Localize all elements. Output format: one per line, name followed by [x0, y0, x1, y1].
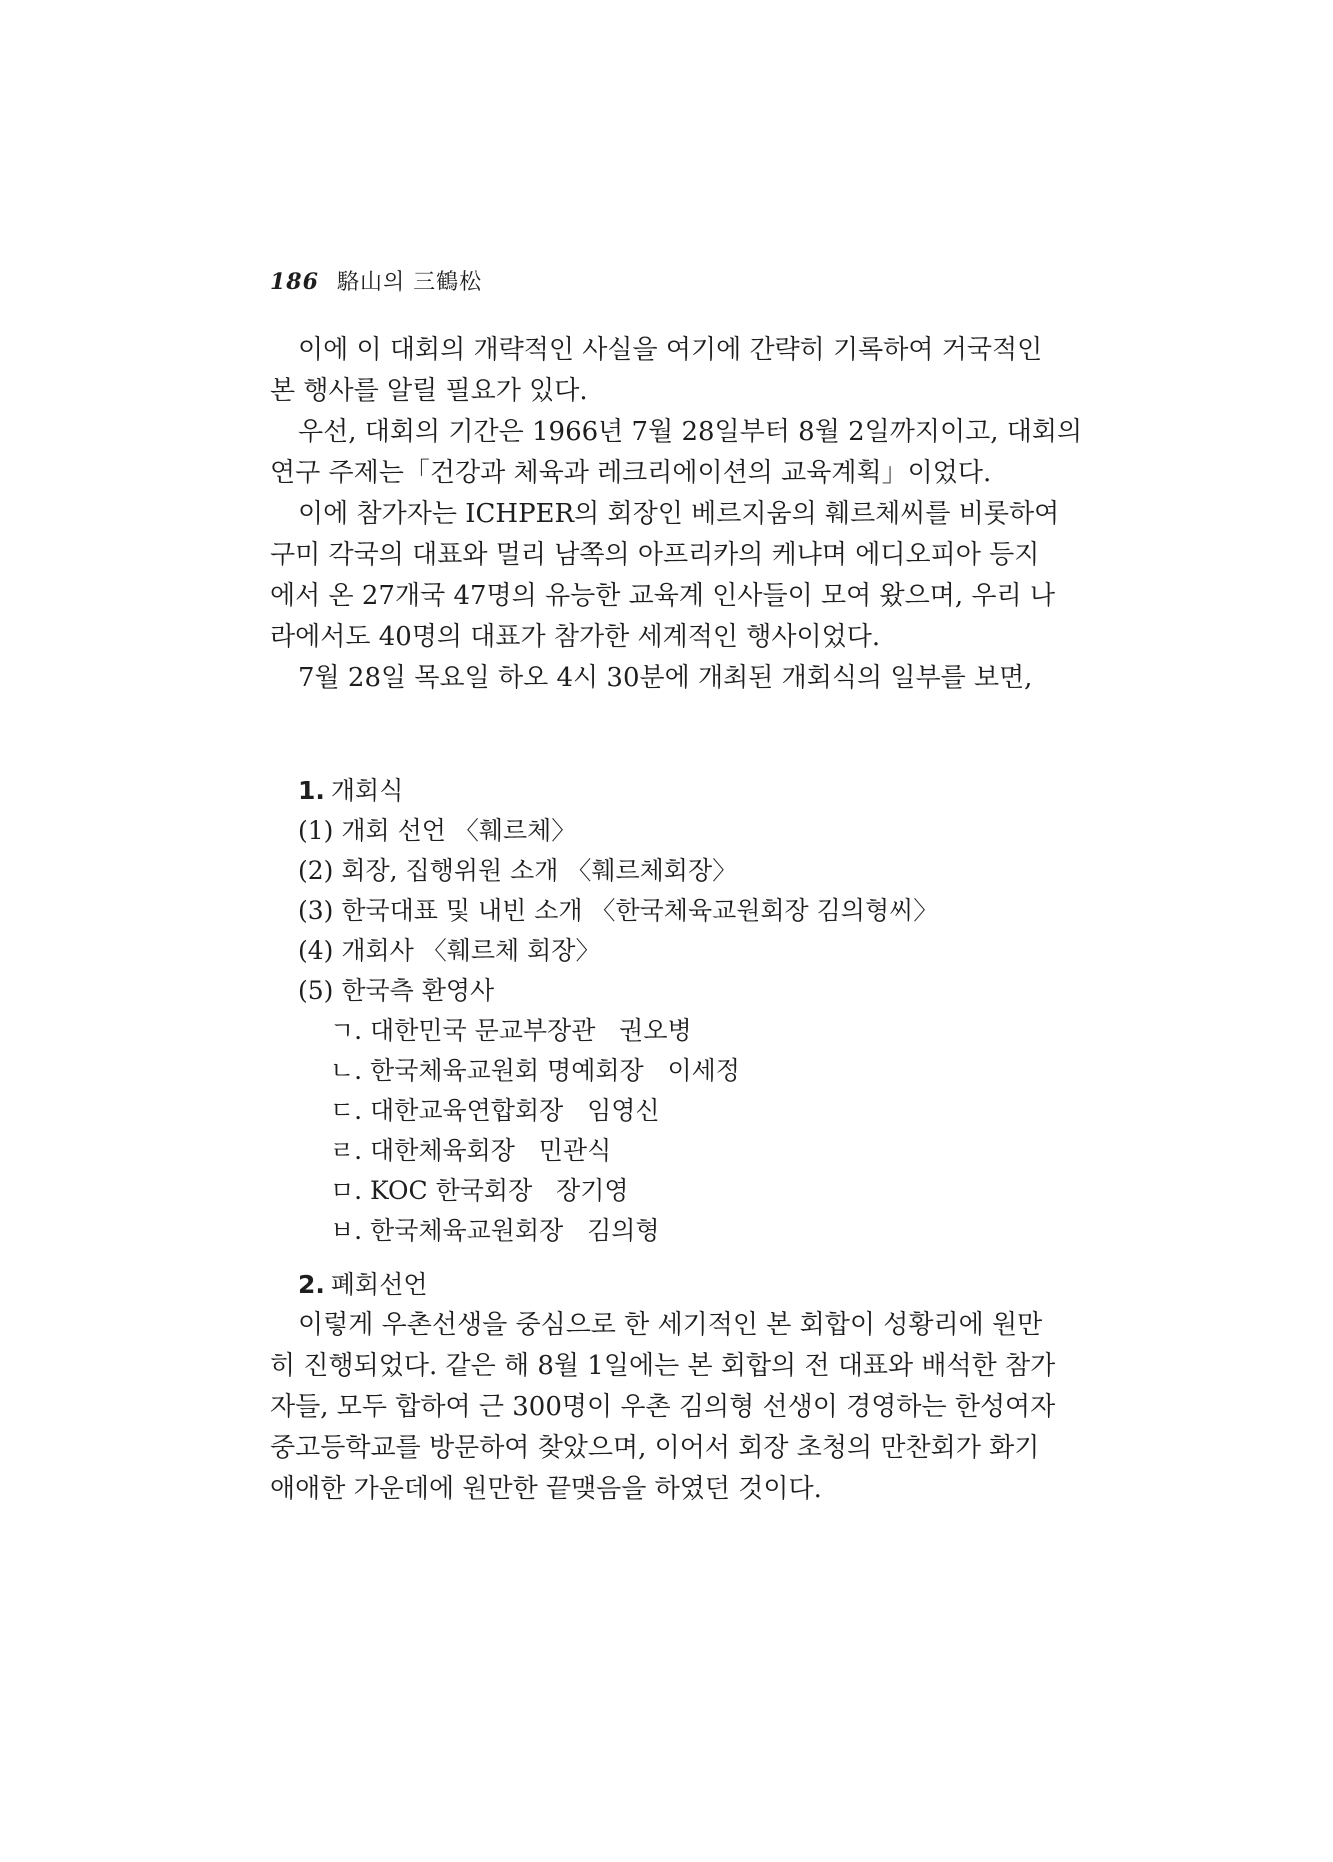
list-item: (5) 한국측 환영사	[298, 976, 495, 1005]
sub-list-item: ㄷ. 대한교육연합회장 임영신	[330, 1096, 660, 1125]
book-page	[270, 262, 1095, 1510]
sub-list-item: ㄱ. 대한민국 문교부장관 권오병	[330, 1016, 692, 1045]
list-item: (3) 한국대표 및 내빈 소개 〈한국체육교원회장 김의형씨〉	[298, 896, 939, 925]
section-title: 개회식	[330, 776, 404, 805]
sub-list-item: ㅂ. 한국체육교원회장 김의형	[330, 1216, 660, 1245]
sub-list-item: ㅁ. KOC 한국회장 장기영	[330, 1176, 629, 1205]
body-paragraph: 이에 이 대회의 개략적인 사실을 여기에 간략히 기록하여 거국적인 본 행사를 알릴 필요가 있다.	[270, 335, 1043, 406]
list-item: (2) 회장, 집행위원 소개 〈훼르체회장〉	[298, 856, 738, 885]
section-heading-closing	[270, 1265, 1095, 1305]
section-number: 2.	[298, 1270, 325, 1299]
body-paragraph: 7월 28일 목요일 하오 4시 30분에 개최된 개회식의 일부를 보면,	[298, 663, 1033, 693]
running-header	[270, 262, 1095, 302]
spacer	[270, 699, 1095, 771]
page-number: 186	[270, 269, 319, 295]
body-paragraph: 이렇게 우촌선생을 중심으로 한 세기적인 본 회합이 성황리에 원만 히 진행되었다. 같은 해 8월 1일에는 본 회합의 전 대표와 배석한 참가 자들, 모두 합하여 근 300명이 우촌 김의형 선생이 경영하는 한성여자 중고등학교를 방문하여 찾았으며, 이어서 회장 초청의 만찬회가 화기 애애한 가운데에 원만한 끝맺음을 하였던 것이다.	[270, 1310, 1056, 1504]
body-paragraph: 우선, 대회의 기간은 1966년 7월 28일부터 8월 2일까지이고, 대회의 연구 주제는「건강과 체육과 레크리에이션의 교육계획」이었다.	[270, 417, 1083, 488]
book-title: 駱山의 三鶴松	[336, 270, 483, 295]
sub-list-item: ㄹ. 대한체육회장 민관식	[330, 1136, 612, 1165]
section-number: 1.	[298, 776, 325, 805]
body-paragraph: 이에 참가자는 ICHPER의 회장인 베르지움의 훼르체씨를 비롯하여 구미 각국의 대표와 멀리 남쪽의 아프리카의 케냐며 에디오피아 등지 에서 온 27개국 47명의 유능한 교육계 인사들이 모여 왔으며, 우리 나 라에서도 40명의 대표가 참가한 세계적인 행사이었다.	[270, 499, 1060, 652]
section-heading-opening	[270, 771, 1095, 811]
sub-list-item: ㄴ. 한국체육교원회 명예회장 이세정	[330, 1056, 740, 1085]
list-item: (1) 개회 선언 〈훼르체〉	[298, 816, 577, 845]
section-title: 폐회선언	[330, 1270, 428, 1299]
list-item: (4) 개회사 〈훼르체 회장〉	[298, 936, 601, 965]
